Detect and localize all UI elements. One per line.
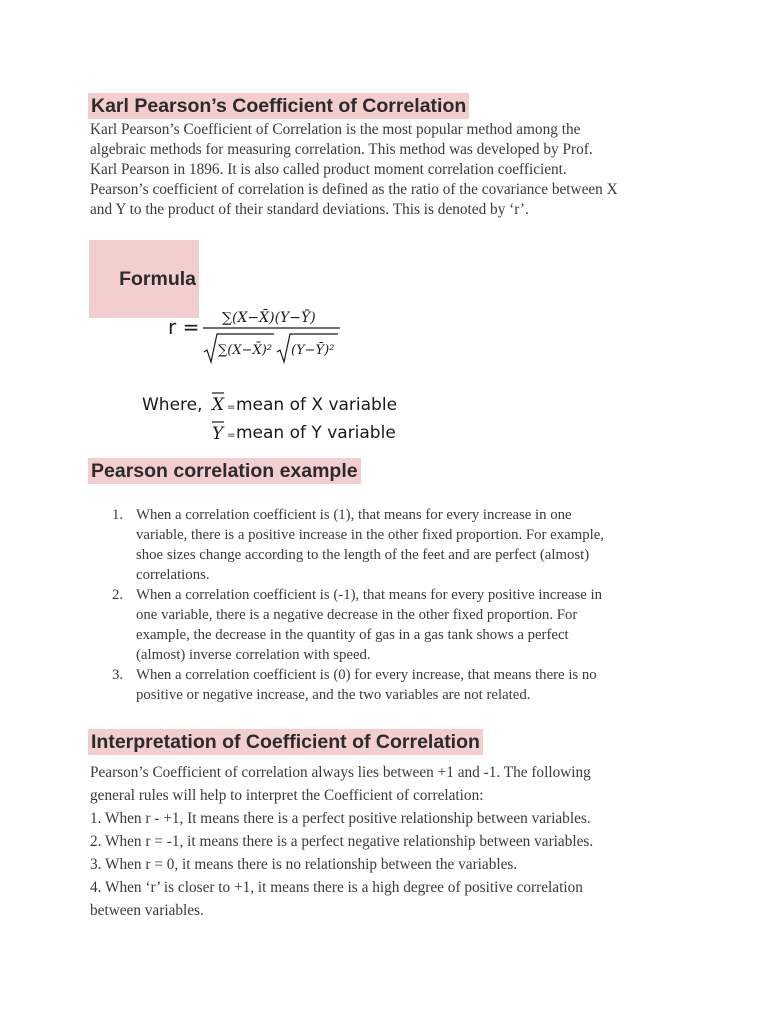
intro-line: and Y to the product of their standard deviations. This is denoted by ‘r’. [90, 201, 529, 218]
heading-interpretation: Interpretation of Coefficient of Correlation [88, 729, 483, 755]
formula-numerator: ∑(X−X̄)(Y−Ȳ) [222, 310, 316, 326]
list-number: 1. [112, 507, 124, 523]
intro-paragraph [90, 120, 690, 220]
y-equals: = [227, 430, 236, 441]
heading-pearson-example: Pearson correlation example [88, 458, 361, 484]
formula-r-equals: r = [168, 315, 200, 339]
where-label: Where, [142, 395, 203, 415]
example-list [106, 505, 706, 705]
list-line: When a correlation coefficient is (1), that means for every increase in one [136, 507, 572, 523]
list-line: (almost) inverse correlation with speed. [136, 647, 371, 663]
list-item [106, 665, 706, 705]
x-bar-symbol: X [212, 395, 225, 415]
list-line: correlations. [136, 567, 210, 583]
y-description: mean of Y variable [236, 423, 396, 443]
x-description: mean of X variable [236, 395, 398, 415]
intro-line: Pearson’s coefficient of correlation is defined as the ratio of the covariance between X [90, 181, 618, 198]
list-number: 3. [112, 667, 124, 683]
list-line: When a correlation coefficient is (-1), that means for every positive increase in [136, 587, 603, 603]
list-line: variable, there is a positive increase in the other fixed proportion. For example, [136, 527, 605, 543]
list-line: shoe sizes change according to the length of the feet and are perfect (almost) [136, 547, 590, 563]
heading-formula: Formula [89, 240, 199, 318]
list-line: one variable, there is a negative decrease in the other fixed proportion. For [136, 607, 578, 623]
interpretation-line: 2. When r = -1, it means there is a perfect negative relationship between variables. [90, 833, 594, 850]
interpretation-line: between variables. [90, 902, 204, 919]
interpretation-line: 3. When r = 0, it means there is no relationship between the variables. [90, 856, 518, 873]
intro-line: algebraic methods for measuring correlation. This method was developed by Prof. [90, 141, 593, 158]
formula-denominator-left: ∑(X−X̄)² [218, 343, 273, 358]
interpretation-line: Pearson’s Coefficient of correlation always lies between +1 and -1. The following [90, 764, 591, 781]
interpretation-paragraph [90, 761, 710, 922]
intro-line: Karl Pearson’s Coefficient of Correlation is the most popular method among the [90, 121, 581, 138]
formula-denominator-right: (Y−Ȳ)² [291, 343, 335, 358]
interpretation-line: general rules will help to interpret the Coefficient of correlation: [90, 787, 484, 804]
interpretation-line: 4. When ‘r’ is closer to +1, it means there is a high degree of positive correlation [90, 879, 583, 896]
x-equals: = [227, 402, 236, 413]
list-number: 2. [112, 587, 124, 603]
intro-line: Karl Pearson in 1896. It is also called product moment correlation coefficient. [90, 161, 567, 178]
y-bar-symbol: Y [212, 424, 224, 444]
list-item [106, 585, 706, 665]
list-line: example, the decrease in the quantity of gas in a gas tank shows a perfect [136, 627, 569, 643]
pearson-formula [140, 290, 440, 450]
list-line: positive or negative increase, and the two variables are not related. [136, 687, 531, 703]
list-line: When a correlation coefficient is (0) for every increase, that means there is no [136, 667, 597, 683]
list-item [106, 505, 706, 585]
interpretation-line: 1. When r - +1, It means there is a perfect positive relationship between variables. [90, 810, 591, 827]
heading-karl-pearson: Karl Pearson’s Coefficient of Correlation [88, 93, 469, 119]
